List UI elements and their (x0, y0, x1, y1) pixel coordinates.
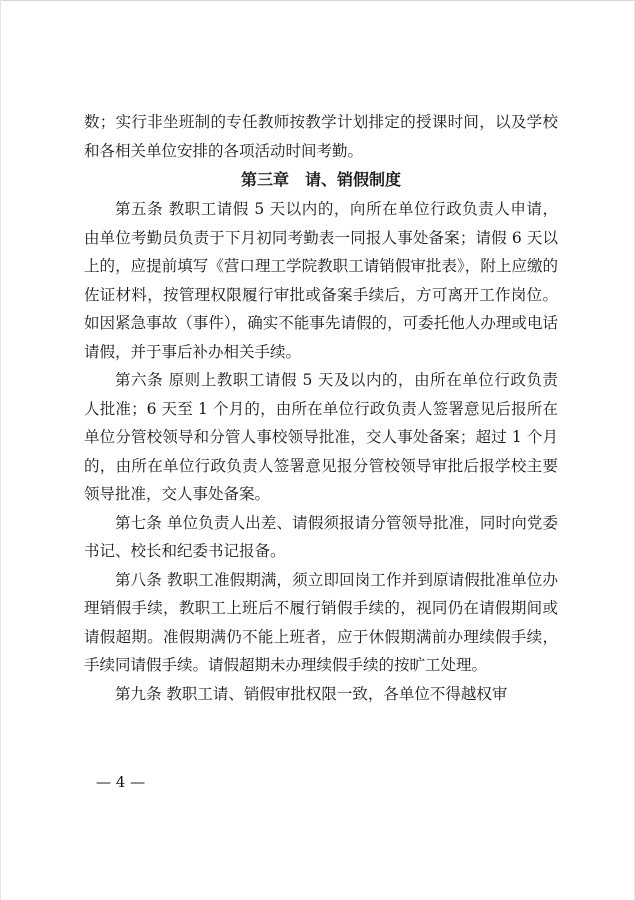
page-edge-top (0, 0, 635, 1)
article-7: 第七条 单位负责人出差、请假须报请分管领导批准，同时向党委书记、校长和纪委书记报备。 (84, 513, 558, 560)
chapter-title: 第三章 请、销假制度 (240, 170, 401, 189)
article-5: 第五条 教职工请假 5 天以内的，向所在单位行政负责人申请，由单位考勤员负责于下月初同考勤表一同报人事处备案；请假 6 天以上的，应提前填写《营口理工学院教职工请销假审批表》，附上应缴的佐证材料，按管理权限履行审批或备案手续后，方可离开工作岗位。如因紧急事故（事件），确实不能事先请假的，可委托他人办理或电话请假，并于事后补办相关手续。 (84, 200, 558, 361)
page-edge-left (0, 0, 1, 900)
page-number: — 4 — (96, 773, 146, 791)
intro-paragraph: 数；实行非坐班制的专任教师按教学计划排定的授课时间，以及学校和各相关单位安排的各项活动时间考勤。 (84, 113, 558, 160)
article-9: 第九条 教职工请、销假审批权限一致，各单位不得越权审 (115, 684, 508, 703)
article-8: 第八条 教职工准假期满，须立即回岗工作并到原请假批准单位办理销假手续，教职工上班后不履行销假手续的，视同仍在请假期间或请假超期。准假期满仍不能上班者，应于休假期满前办理续假手续，手续同请假手续。请假超期未办理续假手续的按旷工处理。 (84, 570, 558, 674)
article-6: 第六条 原则上教职工请假 5 天及以内的，由所在单位行政负责人批准；6 天至 1 个月的，由所在单位行政负责人签署意见后报所在单位分管校领导和分管人事校领导批准，交人事处备案；超过 1 个月的，由所在单位行政负责人签署意见报分管校领导审批后报学校主要领导批准，交人事处备案。 (84, 371, 558, 503)
document-body (84, 108, 558, 708)
